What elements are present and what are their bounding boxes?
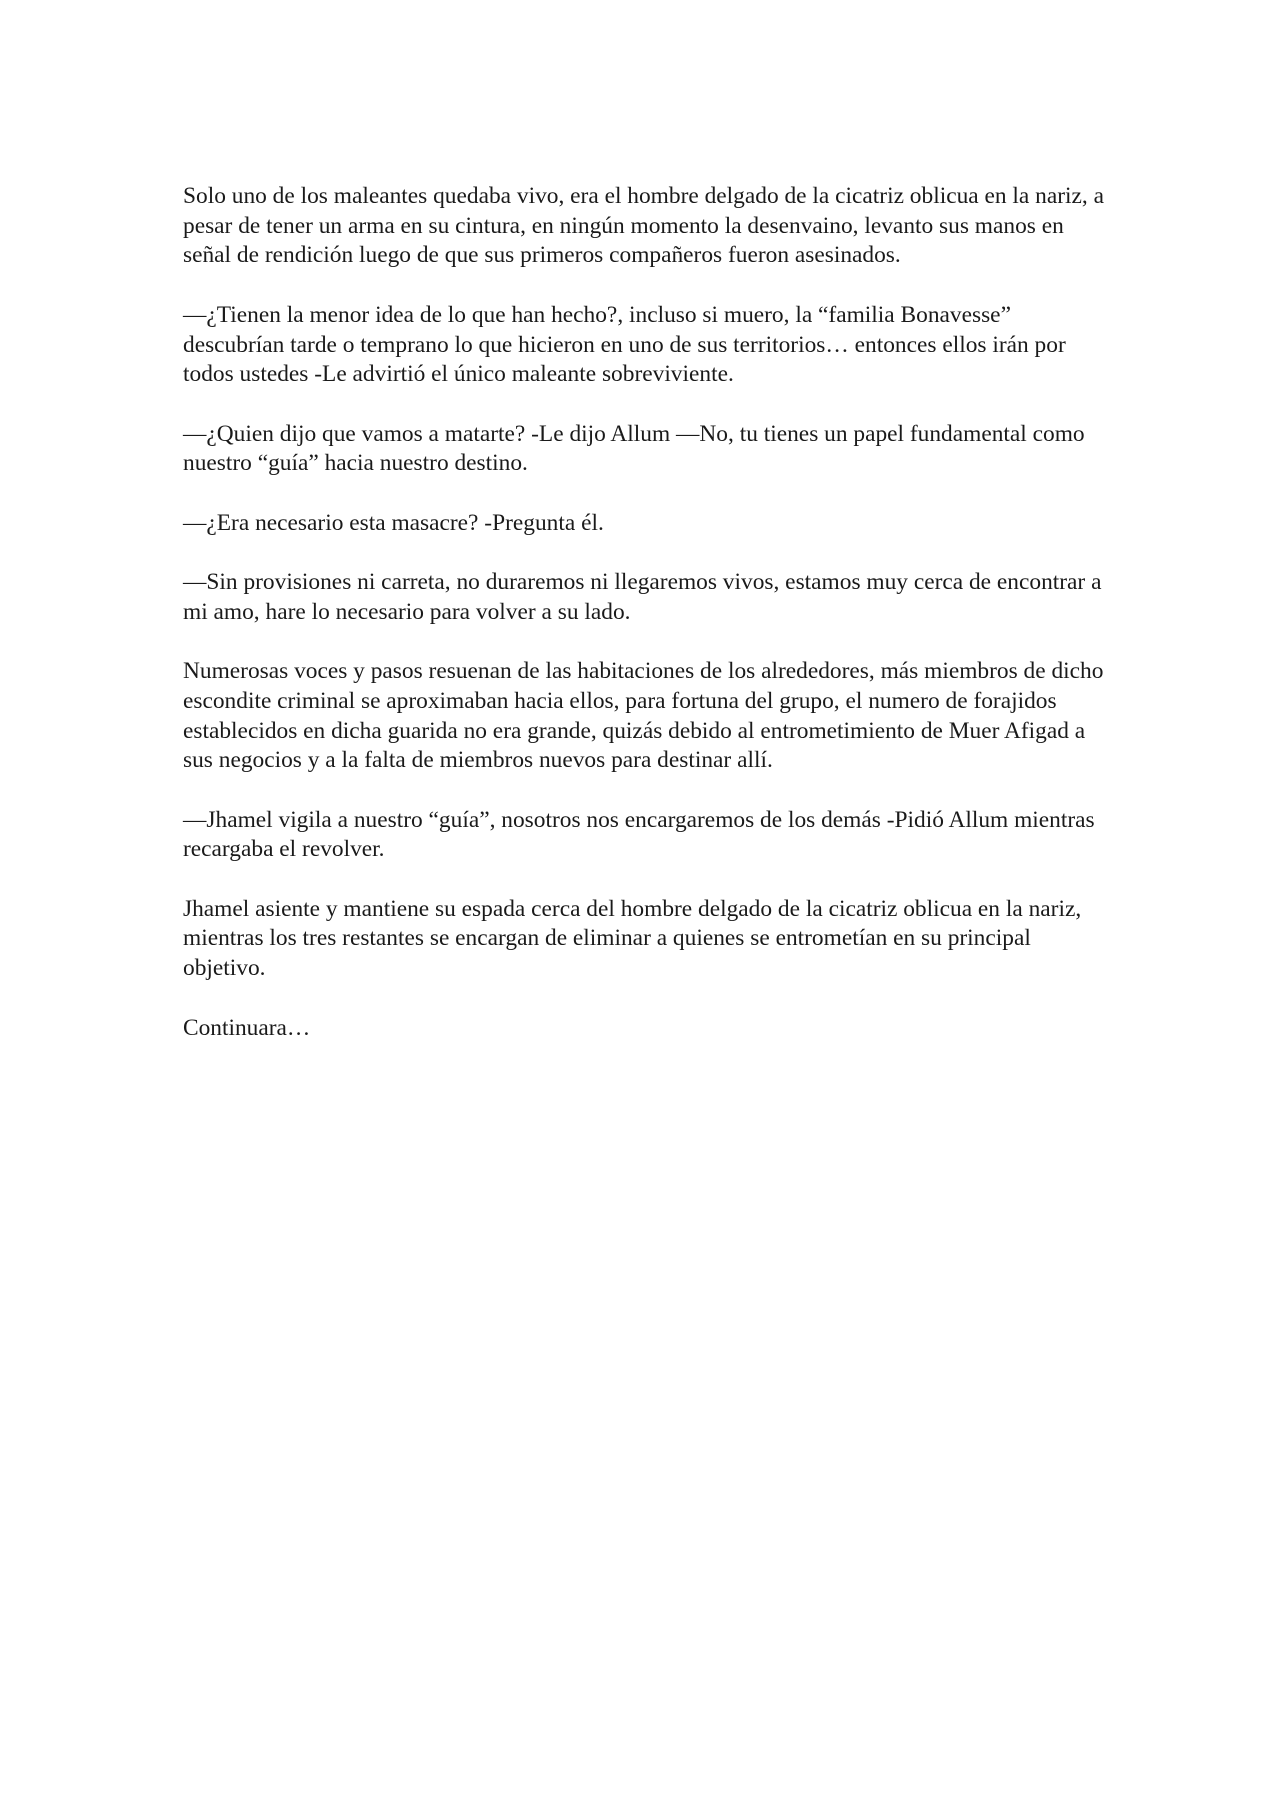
document-body	[183, 182, 1113, 1073]
paragraph-9: Continuara…	[183, 1014, 311, 1041]
paragraph-2: —¿Tienen la menor idea de lo que han hecho?, incluso si muero, la “familia Bonavesse” descubrían tarde o temprano lo que hicieron en uno de sus territorios… entonces ellos irán por todos ustedes -Le advirtió el único maleante sobreviviente.	[183, 301, 1066, 388]
paragraph-3: —¿Quien dijo que vamos a matarte? -Le dijo Allum —No, tu tienes un papel fundamental como nuestro “guía” hacia nuestro destino.	[183, 420, 1085, 477]
paragraph-8: Jhamel asiente y mantiene su espada cerca del hombre delgado de la cicatriz oblicua en la nariz, mientras los tres restantes se encargan de eliminar a quienes se entrometían en su principal objetivo.	[183, 895, 1082, 982]
paragraph-4: —¿Era necesario esta masacre? -Pregunta él.	[183, 509, 604, 536]
paragraph-1: Solo uno de los maleantes quedaba vivo, era el hombre delgado de la cicatriz oblicua en la nariz, a pesar de tener un arma en su cintura, en ningún momento la desenvaino, levanto sus manos en señal de rendición luego de que sus primeros compañeros fueron asesinados.	[183, 183, 1104, 269]
paragraph-5: —Sin provisiones ni carreta, no duraremos ni llegaremos vivos, estamos muy cerca de encontrar a mi amo, hare lo necesario para volver a su lado.	[183, 569, 1102, 625]
paragraph-6: Numerosas voces y pasos resuenan de las habitaciones de los alrededores, más miembros de dicho escondite criminal se aproximaban hacia ellos, para fortuna del grupo, el numero de forajidos establecidos en dicha guarida no era grande, quizás debido al entrometimiento de Muer Afigad a sus negocios y a la falta de miembros nuevos para destinar allí.	[183, 658, 1104, 774]
paragraph-7: —Jhamel vigila a nuestro “guía”, nosotros nos encargaremos de los demás -Pidió Allum mientras recargaba el revolver.	[183, 806, 1095, 863]
